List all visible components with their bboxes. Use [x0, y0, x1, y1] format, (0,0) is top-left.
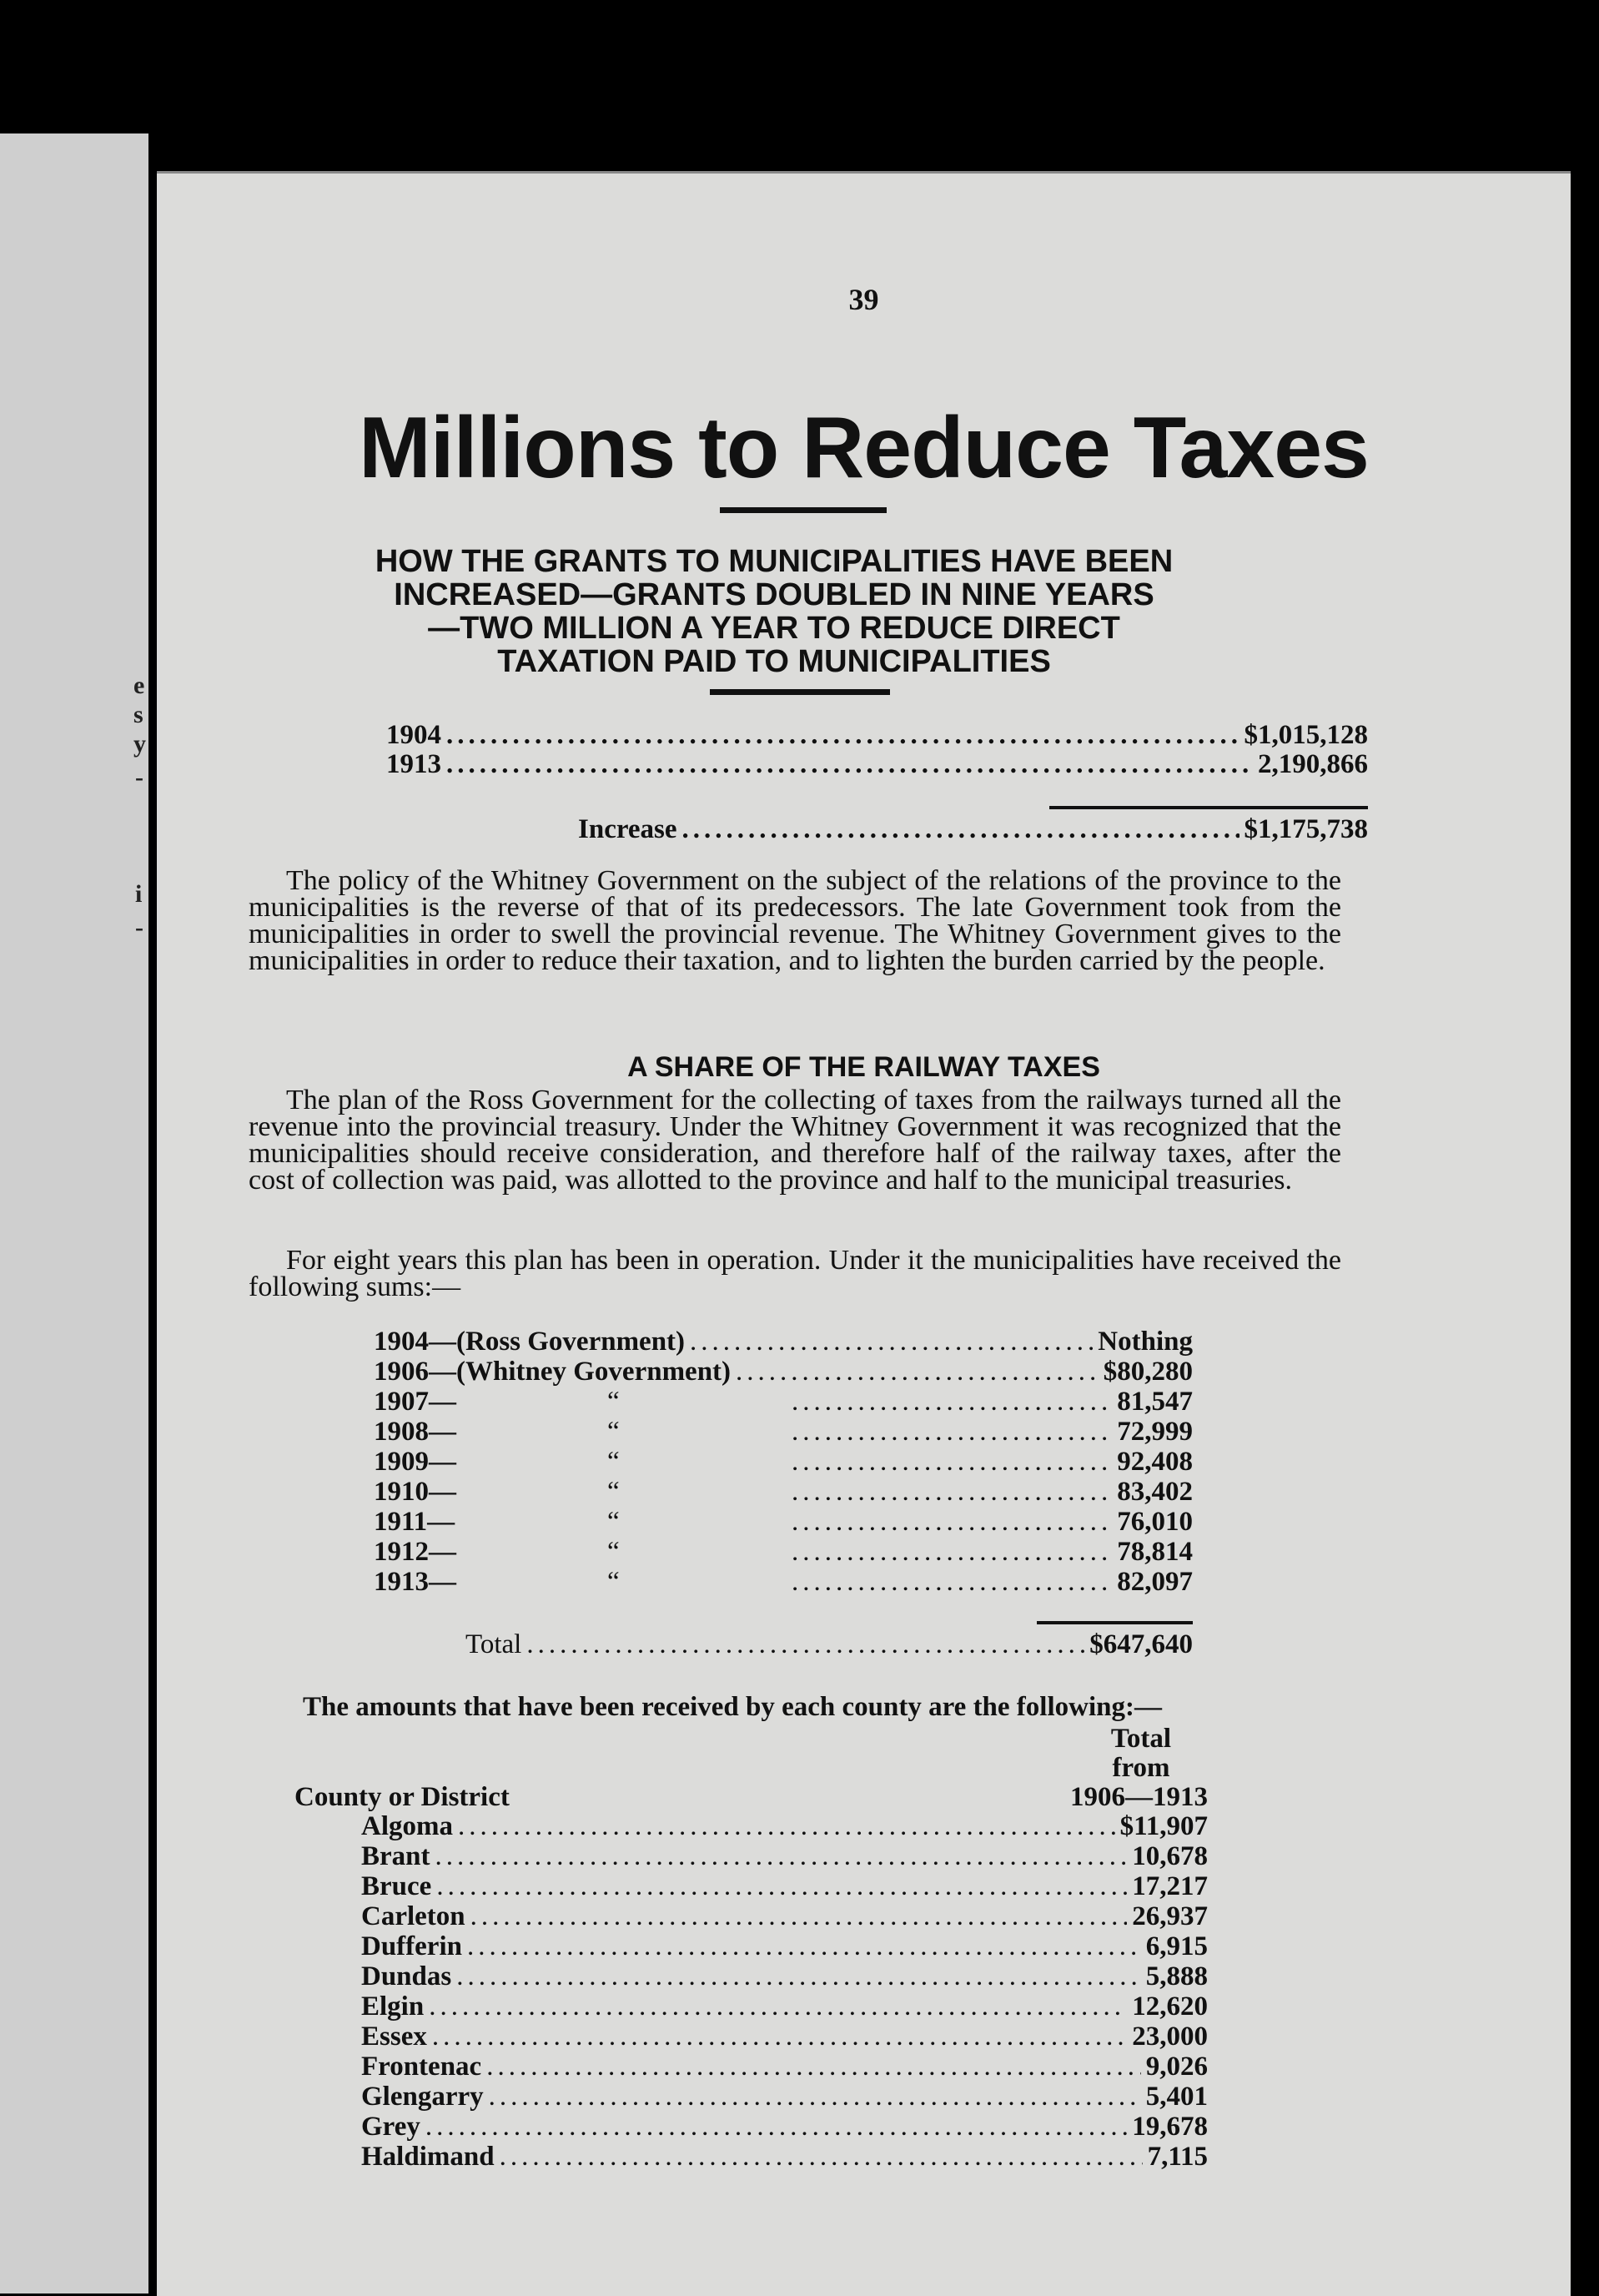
railway-amount: 72,999 [1117, 1417, 1193, 1447]
railway-row [374, 1567, 1193, 1597]
page-number: 39 [848, 283, 879, 316]
railway-year: 1911— [374, 1507, 455, 1537]
paragraph: The policy of the Whitney Government on the subject of the relations of the province to the municipalities is the reverse of that of its predecessors. The late Government took from the municipalities in order to swell the provincial revenue. The Whitney Government gives to the municipalities in order to reduce their taxation, and to lighten the burden carried by the people. [249, 865, 1341, 976]
railway-amount: Nothing [1098, 1327, 1193, 1357]
grant-row [386, 749, 1368, 779]
county-row [361, 2052, 1208, 2082]
county-amount: 26,937 [1132, 1901, 1208, 1931]
county-name: Haldimand [361, 2142, 495, 2172]
county-header-label: County or District [294, 1782, 510, 1812]
county-row [361, 2112, 1208, 2142]
county-name: Grey [361, 2112, 420, 2142]
county-name: Brant [361, 1841, 430, 1871]
county-amount: 17,217 [1132, 1871, 1208, 1901]
railway-row [374, 1327, 1193, 1357]
county-amount: $11,907 [1119, 1811, 1208, 1841]
county-intro: The amounts that have been received by each county are the following:— [303, 1692, 1162, 1722]
railway-amount: $80,280 [1103, 1357, 1193, 1387]
county-name: Bruce [361, 1871, 432, 1901]
county-name: Algoma [361, 1811, 453, 1841]
county-row [361, 1931, 1208, 1961]
railway-amount: 81,547 [1117, 1387, 1193, 1417]
grant-amount: 2,190,866 [1258, 749, 1368, 779]
county-row [361, 2022, 1208, 2052]
railway-year: 1904—(Ross Government) [374, 1327, 686, 1357]
county-amount: 5,888 [1145, 1961, 1208, 1991]
ditto-mark: “ [607, 1567, 620, 1597]
increase-amount: $1,175,738 [1244, 814, 1368, 844]
county-name: Essex [361, 2022, 427, 2052]
grant-amount: $1,015,128 [1244, 720, 1368, 750]
county-row [361, 1901, 1208, 1931]
county-row [361, 1871, 1208, 1901]
county-amount: 9,026 [1145, 2052, 1208, 2082]
adjacent-page [0, 133, 148, 2293]
county-name: Frontenac [361, 2052, 482, 2082]
total-row [465, 1629, 1193, 1659]
left-page-fragment: i [135, 880, 143, 908]
grant-row [386, 720, 1368, 750]
railway-amount: 82,097 [1117, 1567, 1193, 1597]
railway-row [374, 1447, 1193, 1477]
county-row [361, 1811, 1208, 1841]
county-name: Glengarry [361, 2082, 484, 2112]
grant-year: 1913 [386, 749, 441, 779]
subheading-line: —TWO MILLION A YEAR TO REDUCE DIRECT [428, 611, 1120, 646]
county-name: Carleton [361, 1901, 465, 1931]
county-col-header: from [1112, 1753, 1170, 1783]
page-title: Millions to Reduce Taxes [359, 400, 1369, 496]
subheading-line: HOW THE GRANTS TO MUNICIPALITIES HAVE BEEN [375, 544, 1174, 579]
paragraph: The plan of the Ross Government for the collecting of taxes from the railways turned all the revenue into the provincial treasury. Under the Whitney Government it was recognized that the municipalities should receive consideration, and therefore half of the railway taxes, after the cost of collection was paid, was allotted to the province and half to the municipal treasuries. [249, 1085, 1341, 1196]
railway-row [374, 1417, 1193, 1447]
grant-year: 1904 [386, 720, 441, 750]
railway-row [374, 1387, 1193, 1417]
railway-year: 1913— [374, 1567, 456, 1597]
ditto-mark: “ [607, 1417, 620, 1447]
county-name: Dundas [361, 1961, 452, 1991]
total-label: Total [465, 1629, 522, 1659]
document-page [157, 171, 1571, 2296]
railway-year: 1907— [374, 1387, 456, 1417]
county-amount: 19,678 [1132, 2112, 1208, 2142]
county-row [361, 1991, 1208, 2022]
sum-rule [1049, 806, 1368, 809]
county-col-header: 1906—1913 [1070, 1782, 1208, 1812]
railway-row [374, 1507, 1193, 1537]
county-row [361, 2142, 1208, 2172]
left-page-fragment: - [135, 914, 143, 941]
railway-amount: 78,814 [1117, 1537, 1193, 1567]
railway-year: 1908— [374, 1417, 456, 1447]
subheading-line: TAXATION PAID TO MUNICIPALITIES [497, 644, 1051, 679]
subheading-line: INCREASED—GRANTS DOUBLED IN NINE YEARS [394, 577, 1154, 612]
ditto-mark: “ [607, 1507, 620, 1537]
railway-year: 1906—(Whitney Government) [374, 1357, 732, 1387]
subheading-rule [710, 689, 890, 695]
ditto-mark: “ [607, 1447, 620, 1477]
railway-amount: 76,010 [1117, 1507, 1193, 1537]
section-heading: A SHARE OF THE RAILWAY TAXES [627, 1051, 1100, 1083]
county-row [361, 1841, 1208, 1871]
county-amount: 10,678 [1132, 1841, 1208, 1871]
left-page-fragment: e [133, 672, 145, 699]
county-col-header: Total [1110, 1724, 1172, 1754]
county-amount: 23,000 [1132, 2022, 1208, 2052]
railway-row [374, 1477, 1193, 1507]
railway-year: 1912— [374, 1537, 456, 1567]
increase-row [578, 814, 1368, 844]
title-rule [720, 507, 887, 513]
left-page-fragment: - [135, 763, 143, 791]
left-page-fragment: y [133, 730, 146, 758]
increase-label: Increase [578, 814, 677, 844]
railway-year: 1910— [374, 1477, 456, 1507]
ditto-mark: “ [607, 1537, 620, 1567]
paragraph: For eight years this plan has been in operation. Under it the municipalities have received the following sums:— [249, 1245, 1341, 1302]
county-amount: 12,620 [1132, 1991, 1208, 2022]
railway-amount: 83,402 [1117, 1477, 1193, 1507]
railway-row [374, 1357, 1193, 1387]
left-page-fragment: s [133, 701, 143, 728]
county-name: Dufferin [361, 1931, 462, 1961]
county-row [361, 1961, 1208, 1991]
railway-year: 1909— [374, 1447, 456, 1477]
railway-row [374, 1537, 1193, 1567]
county-name: Elgin [361, 1991, 425, 2022]
total-amount: $647,640 [1089, 1629, 1193, 1659]
sum-rule [1037, 1621, 1193, 1624]
ditto-mark: “ [607, 1477, 620, 1507]
subheading [290, 545, 1258, 678]
railway-amount: 92,408 [1117, 1447, 1193, 1477]
county-amount: 7,115 [1147, 2142, 1208, 2172]
county-amount: 5,401 [1145, 2082, 1208, 2112]
county-amount: 6,915 [1145, 1931, 1208, 1961]
county-row [361, 2082, 1208, 2112]
ditto-mark: “ [607, 1387, 620, 1417]
